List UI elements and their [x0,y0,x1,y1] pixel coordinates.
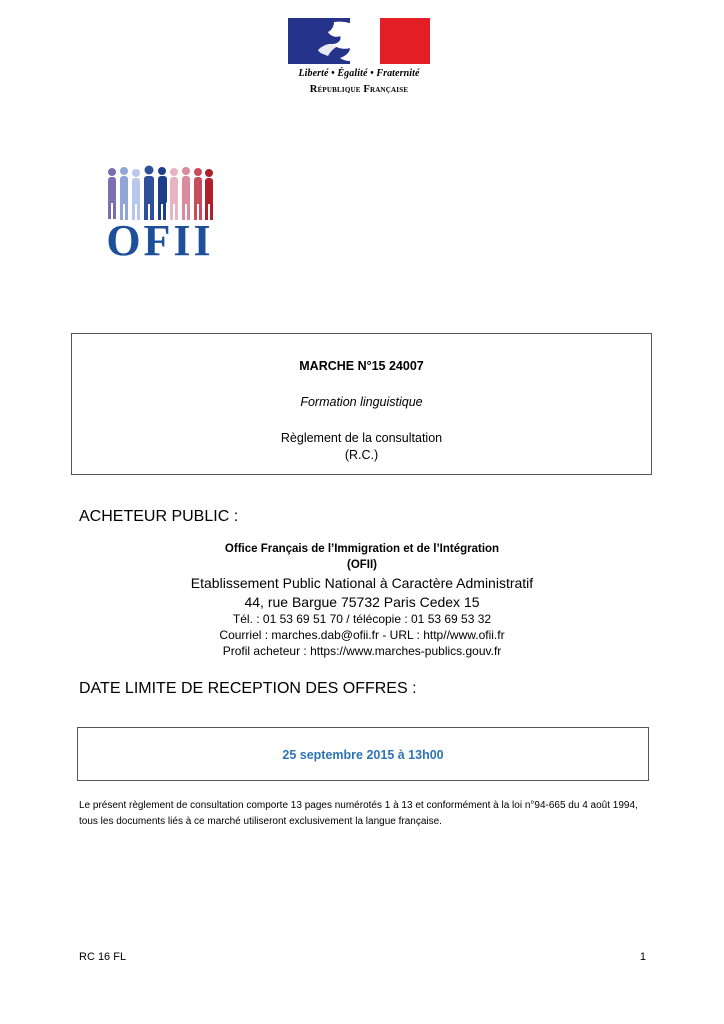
republic-name: République Française [309,84,409,95]
people-group-icon [104,164,216,222]
document-abbreviation: (R.C.) [344,448,379,462]
buyer-heading: ACHETEUR PUBLIC : [79,508,239,525]
deadline-value: 25 septembre 2015 à 13h00 [282,748,444,762]
org-address: 44, rue Bargue 75732 Paris Cedex 15 [244,594,480,610]
marche-info-box [71,333,652,475]
republique-francaise-logo [288,18,430,100]
page-number: 1 [639,951,646,963]
buyer-profile: Profil acheteur : https://www.marches-publics.gouv.fr [222,644,502,658]
deadline-box [77,727,649,781]
org-abbreviation: (OFII) [346,559,378,571]
legal-note: Le présent règlement de consultation comporte 13 pages numérotés 1 à 13 et conformément à la loi n°94-665 du 4 août 1994, tous les documents liés à ce marché utiliseront exclusivement la langue française. [79,800,638,827]
org-name: Office Français de l’Immigration et de l’Intégration [224,543,500,555]
footer-reference: RC 16 FL [79,951,127,963]
republic-motto: Liberté • Égalité • Fraternité [298,68,420,79]
deadline-heading: DATE LIMITE DE RECEPTION DES OFFRES : [79,680,417,697]
marianne-flag-icon [288,18,430,64]
document-title: Règlement de la consultation [280,431,443,445]
ofii-logo [102,164,218,266]
ofii-wordmark: OFII [106,216,214,265]
org-email-url: Courriel : marches.dab@ofii.fr - URL : http//www.ofii.fr [219,628,505,642]
marche-subject: Formation linguistique [300,395,423,409]
org-status: Etablissement Public National à Caractère Administratif [190,575,534,591]
marche-number: MARCHE N°15 24007 [299,359,424,373]
org-phone: Tél. : 01 53 69 51 70 / télécopie : 01 53 69 53 32 [232,612,492,626]
